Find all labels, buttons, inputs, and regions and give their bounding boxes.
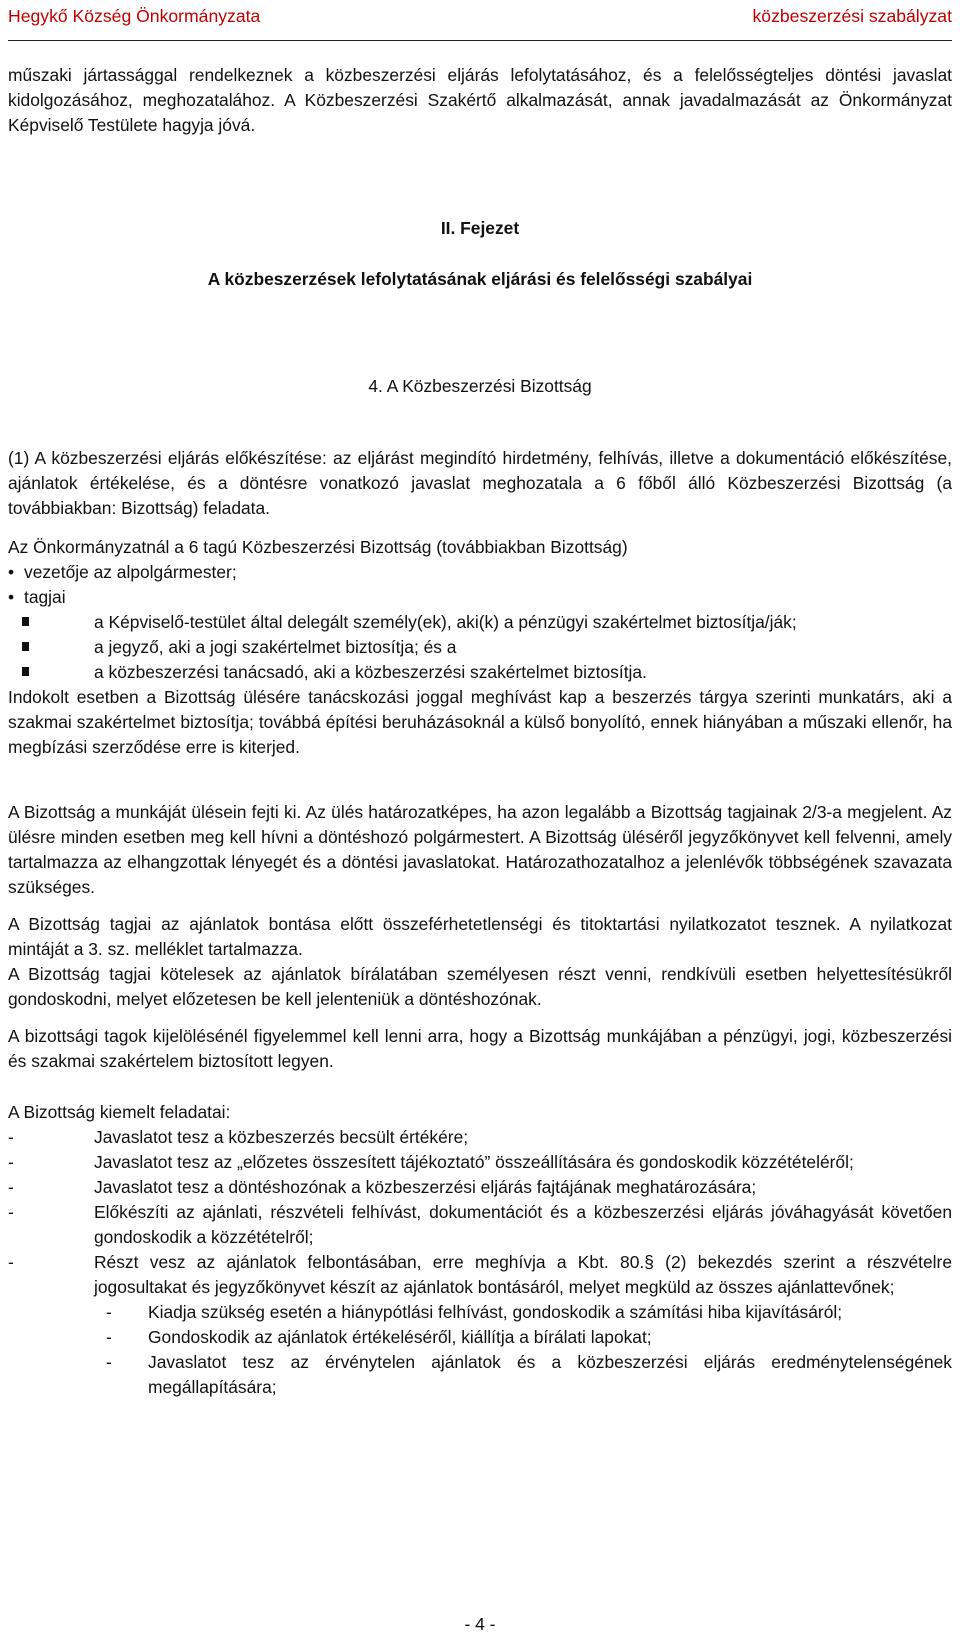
bullet-text: tagjai (24, 587, 66, 607)
header-document-title: közbeszerzési szabályzat (752, 6, 952, 26)
square-bullet-marker (22, 642, 29, 651)
task-text: Részt vesz az ajánlatok felbontásában, erre meghívja a Kbt. 80.§ (2) bekezdés szerint a részvételre jogosultakat és jegyzőkönyvet készít az ajánlatok bontásáról, melyet megküld az összes ajánlattevőnek; (94, 1252, 952, 1297)
task-text: Javaslatot tesz a döntéshozónak a közbeszerzési eljárás fajtájának meghatározására; (94, 1177, 757, 1197)
dash-marker: - (106, 1327, 112, 1347)
square-bullet-marker (22, 667, 29, 676)
dash-marker: - (8, 1177, 14, 1197)
subtask-item (8, 1350, 952, 1400)
section-title: 4. A Közbeszerzési Bizottság (368, 376, 592, 396)
member-text: a közbeszerzési tanácsadó, aki a közbeszerzési szakértelmet biztosítja. (94, 662, 647, 682)
task-text: Javaslatot tesz a közbeszerzés becsült értékére; (94, 1127, 469, 1147)
dash-marker: - (8, 1202, 14, 1222)
square-bullet-marker (22, 617, 29, 626)
subtask-text: Kiadja szükség esetén a hiánypótlási felhívást, gondoskodik a számítási hiba kijavításáról; (148, 1302, 843, 1322)
member-item (8, 610, 952, 635)
dash-marker: - (8, 1252, 14, 1272)
task-item (8, 1175, 952, 1200)
chapter-title: II. Fejezet (440, 218, 520, 238)
bullet-marker: • (8, 587, 15, 607)
paragraph-4: A Bizottság a munkáját ülésein fejti ki. Az ülés határozatképes, ha azon legalább a Bizottság tagjainak 2/3-a megjelent. Az ülésre minden esetben meg kell hívni a döntéshozó polgármestert. A Bizottság üléséről jegyzőkönyvet kell felvenni, amely tartalmazza az elhangzottak lényegét és a döntési javaslatokat. Határozathozatalhoz a jelenlévők többségének szavazata szükséges. (8, 802, 952, 897)
task-item (8, 1150, 952, 1175)
header-municipality: Hegykő Község Önkormányzata (8, 6, 261, 26)
paragraph-7: A bizottsági tagok kijelölésénél figyelemmel kell lenni arra, hogy a Bizottság munkájában a pénzügyi, jogi, közbeszerzési és szakmai szakértelem biztosított legyen. (8, 1026, 952, 1071)
dash-marker: - (106, 1352, 112, 1372)
subtask-text: Javaslatot tesz az érvénytelen ajánlatok és a közbeszerzési eljárás eredménytelenségének megállapítására; (148, 1352, 952, 1397)
paragraph-2: Az Önkormányzatnál a 6 tagú Közbeszerzési Bizottság (továbbiakban Bizottság) (8, 537, 628, 557)
paragraph-5: A Bizottság tagjai az ajánlatok bontása előtt összeférhetetlenségi és titoktartási nyilatkozatot tesznek. A nyilatkozat mintáját a 3. sz. melléklet tartalmazza. (8, 914, 952, 959)
member-text: a Képviselő-testület által delegált személy(ek), aki(k) a pénzügyi szakértelmet biztosítja/ják; (94, 612, 797, 632)
task-item (8, 1125, 952, 1150)
intro-paragraph: műszaki jártassággal rendelkeznek a közbeszerzési eljárás lefolytatásához, és a felelősségteljes döntési javaslat kidolgozásához, meghozatalához. A Közbeszerzési Szakértő alkalmazását, annak javadalmazását az Önkormányzat Képviselő Testülete hagyja jóvá. (8, 65, 952, 135)
paragraph-1: (1) A közbeszerzési eljárás előkészítése: az eljárást megindító hirdetmény, felhívás, illetve a dokumentáció előkészítése, ajánlatok értékelése, és a döntésre vonatkozó javaslat meghozatala a 6 főből álló Közbeszerzési Bizottság (a továbbiakban: Bizottság) feladata. (8, 448, 952, 518)
page-number: - 4 - (464, 1614, 496, 1634)
task-item (8, 1250, 952, 1300)
dash-marker: - (8, 1152, 14, 1172)
dash-marker: - (8, 1127, 14, 1147)
page-body (8, 63, 952, 1400)
member-text: a jegyző, aki a jogi szakértelmet biztosítja; és a (94, 637, 457, 657)
subtask-text: Gondoskodik az ajánlatok értékeléséről, kiállítja a bírálati lapokat; (148, 1327, 652, 1347)
bullet-item (8, 560, 952, 585)
page-header (8, 0, 952, 41)
task-text: Javaslatot tesz az „előzetes összesített tájékoztató” összeállítására és gondoskodik közzétételéről; (94, 1152, 854, 1172)
member-item (8, 635, 952, 660)
chapter-subtitle: A közbeszerzések lefolytatásának eljárási és felelősségi szabályai (207, 269, 753, 289)
subtask-item (8, 1300, 952, 1325)
tasks-heading: A Bizottság kiemelt feladatai: (8, 1102, 231, 1122)
bullet-text: vezetője az alpolgármester; (24, 562, 237, 582)
dash-marker: - (106, 1302, 112, 1322)
paragraph-6: A Bizottság tagjai kötelesek az ajánlatok bírálatában személyesen részt venni, rendkívüli esetben helyettesítésükről gondoskodni, melyet előzetesen be kell jelenteniük a döntéshozónak. (8, 964, 952, 1009)
task-text: Előkészíti az ajánlati, részvételi felhívást, dokumentációt és a közbeszerzési eljárás jóváhagyását követően gondoskodik a közzétételről; (94, 1202, 952, 1247)
subtask-item (8, 1325, 952, 1350)
bullet-marker: • (8, 562, 15, 582)
paragraph-3: Indokolt esetben a Bizottság ülésére tanácskozási joggal meghívást kap a beszerzés tárgya szerinti munkatárs, aki a szakmai szakértelmet biztosítja; továbbá építési beruházásoknál a külső bonyolító, ennek hiányában a műszaki ellenőr, ha megbízási szerződése erre is kiterjed. (8, 687, 952, 757)
task-item (8, 1200, 952, 1250)
member-item (8, 660, 952, 685)
bullet-item (8, 585, 952, 610)
